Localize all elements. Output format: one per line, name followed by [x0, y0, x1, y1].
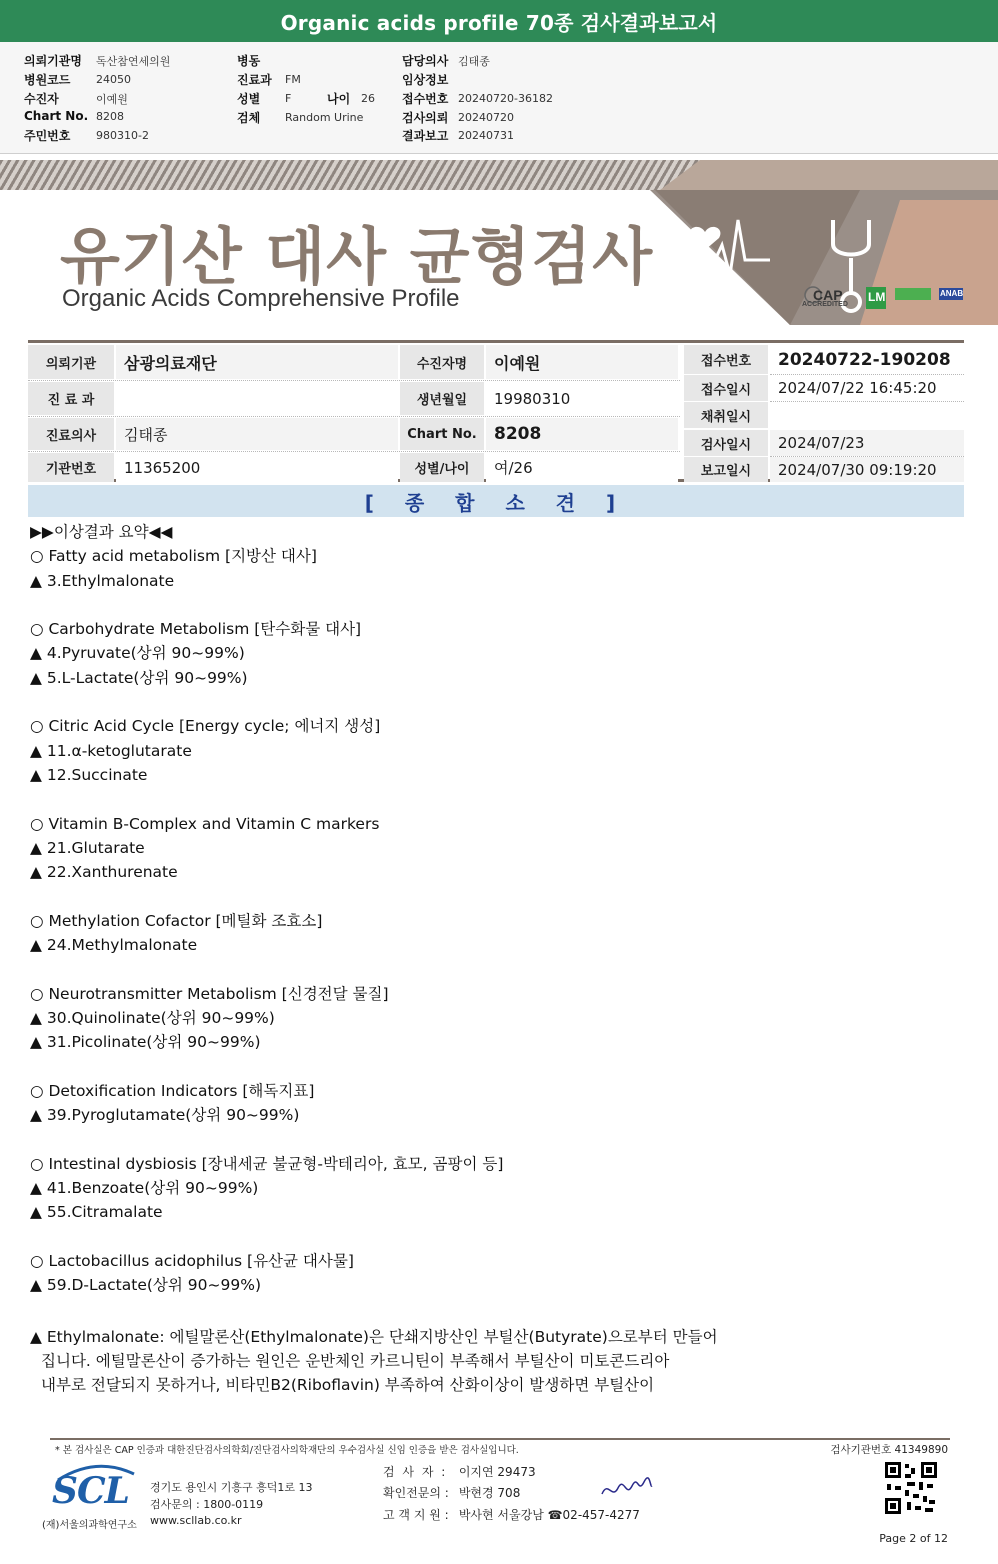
footer-web[interactable]: www.scllab.co.kr: [150, 1514, 242, 1527]
meta-value: 20240720: [458, 111, 514, 124]
finding-item: ▲ 22.Xanthurenate: [30, 863, 178, 882]
finding-section: [30, 909, 960, 982]
meta-specimen: [237, 109, 363, 126]
receipt-no-label: 접수번호: [684, 345, 768, 374]
sections-container: [30, 544, 960, 1297]
footer-label: 검 사 자 :: [383, 1465, 448, 1479]
patient-info-table: [28, 340, 964, 482]
finding-item: ▲ 31.Picolinate(상위 90~99%): [30, 1033, 261, 1052]
section-gap: [30, 1225, 960, 1249]
finding-item: ▲ 55.Citramalate: [30, 1203, 163, 1222]
test-value: 2024/07/23: [770, 430, 964, 456]
meta-label: Chart No.: [24, 109, 89, 123]
meta-label: 병원코드: [24, 73, 71, 87]
row-divider: [28, 380, 680, 381]
sexage-label: 성별/나이: [400, 453, 484, 482]
meta-chart: [24, 109, 124, 123]
req-org-label: 의뢰기관: [28, 345, 114, 379]
finding-item: ▲ 39.Pyroglutamate(상위 90~99%): [30, 1106, 300, 1125]
meta-value: 20240720-36182: [458, 92, 553, 105]
meta-dept: [237, 71, 301, 88]
anab-logo-text: ANAB: [940, 289, 964, 298]
meta-value: 독산참연세의원: [96, 54, 171, 68]
finding-section: [30, 1152, 960, 1249]
meta-value: 이예원: [96, 92, 128, 106]
finding-section-title: ○ Methylation Cofactor [메틸화 조효소]: [30, 911, 323, 930]
section-gap: [30, 957, 960, 981]
meta-label: 검사의뢰: [402, 111, 449, 125]
finding-item: ▲ 59.D-Lactate(상위 90~99%): [30, 1276, 261, 1295]
report-value: 2024/07/30 09:19:20: [770, 457, 964, 482]
finding-section-title: ○ Citric Acid Cycle [Energy cycle; 에너지 생성]: [30, 717, 381, 736]
meta-ssn: [24, 127, 149, 144]
banner-title-ko: 유기산 대사 균형검사: [60, 220, 654, 293]
section-gap: [30, 787, 960, 811]
meta-ward: [237, 52, 285, 69]
meta-label: 수진자: [24, 92, 59, 106]
sexage-value: 여/26: [486, 453, 678, 482]
finding-section-title: ○ Carbohydrate Metabolism [탄수화물 대사]: [30, 620, 362, 639]
lm-logo-text: LM: [868, 290, 886, 304]
findings-list: [30, 520, 960, 1298]
finding-item: ▲ 30.Quinolinate(상위 90~99%): [30, 1008, 275, 1027]
finding-section: [30, 982, 960, 1079]
finding-item: ▲ 11.α-ketoglutarate: [30, 741, 192, 760]
finding-section-title: ○ Neurotransmitter Metabolism [신경전달 물질]: [30, 984, 389, 1003]
section-gap: [30, 593, 960, 617]
meta-sex-age: [237, 90, 375, 107]
meta-label: 성별: [237, 92, 261, 106]
finding-item: ▲ 4.Pyruvate(상위 90~99%): [30, 644, 245, 663]
finding-section: [30, 714, 960, 811]
footer-divider: [50, 1438, 950, 1440]
chart-value: 8208: [486, 418, 678, 450]
scl-org-name: (재)서울의과학연구소: [42, 1520, 137, 1531]
receipt-dt-value: 2024/07/22 16:45:20: [770, 375, 964, 401]
qr-code-icon: [883, 1460, 939, 1516]
meta-value: 20240731: [458, 129, 514, 142]
banner-title-en: Organic Acids Comprehensive Profile: [62, 285, 460, 312]
meta-label: 병동: [237, 54, 261, 68]
meta-label: 접수번호: [402, 92, 449, 106]
footer-tester: [383, 1463, 536, 1480]
footer-phone: 검사문의 : 1800-0119: [150, 1498, 264, 1511]
finding-section: [30, 617, 960, 714]
footer-value: 박현경 708: [458, 1486, 521, 1500]
note-line: 집니다. 에틸말론산이 증가하는 원인은 운반체인 카르니틴이 부족해서 부틸산이 미토콘드리아: [41, 1352, 670, 1370]
footer-support: [383, 1506, 640, 1523]
summary-title: ▶▶이상결과 요약◀◀: [30, 523, 173, 541]
finding-section: [30, 1079, 960, 1152]
finding-section-title: ○ Fatty acid metabolism [지방산 대사]: [30, 547, 317, 566]
meta-value: 8208: [96, 109, 124, 123]
inst-label: 기관번호: [28, 453, 114, 482]
meta-label: 담당의사: [402, 54, 449, 68]
doctor-label: 진료의사: [28, 418, 114, 450]
finding-section: [30, 812, 960, 909]
section-gap: [30, 1127, 960, 1151]
dept-value: [116, 382, 398, 415]
inst-value: 11365200: [116, 453, 398, 482]
chart-label: Chart No.: [400, 418, 484, 450]
dept-label: 진 료 과: [28, 382, 114, 415]
receipt-no-value: 20240722-190208: [770, 345, 964, 374]
note-line: ▲ Ethylmalonate: 에틸말론산(Ethylmalonate)은 단쇄지방산인 부틸산(Butyrate)으로부터 만들어: [30, 1328, 718, 1346]
finding-section-title: ○ Vitamin B-Complex and Vitamin C markers: [30, 814, 380, 833]
meta-value: FM: [285, 73, 301, 86]
finding-item: ▲ 41.Benzoate(상위 90~99%): [30, 1179, 259, 1198]
report-label: 보고일시: [684, 457, 768, 482]
top-meta-panel: [0, 42, 998, 154]
banner-top-band: [660, 160, 998, 190]
meta-hosp-code: [24, 71, 131, 88]
collect-label: 채취일시: [684, 402, 768, 428]
footer-confirm: [383, 1484, 520, 1501]
finding-section-title: ○ Detoxification Indicators [해독지표]: [30, 1081, 315, 1100]
cap-accredited-text: ACCREDITED: [802, 301, 848, 308]
footer-address: 경기도 용인시 기흥구 흥덕1로 13: [150, 1481, 313, 1494]
report-title: Organic acids profile 70종 검사결과보고서: [0, 0, 998, 42]
meta-value: 26: [361, 92, 375, 105]
note-line: 내부로 전달되지 못하거나, 비타민B2(Riboflavin) 부족하여 산화이상이 발생하면 부틸산이: [41, 1376, 655, 1394]
footer-inst-no: 검사기관번호 41349890: [830, 1444, 948, 1456]
finding-item: ▲ 24.Methylmalonate: [30, 936, 198, 955]
meta-value: 24050: [96, 73, 131, 86]
meta-label: 진료과: [237, 73, 272, 87]
collect-value: [770, 402, 964, 428]
meta-label: 검체: [237, 111, 261, 125]
birth-value: 19980310: [486, 382, 678, 415]
meta-result: [402, 127, 514, 144]
kola-logo-icon: [895, 288, 931, 300]
meta-label: 의뢰기관명: [24, 54, 82, 68]
ethylmalonate-note: [30, 1325, 750, 1397]
opinion-heading: [ 종 합 소 견 ]: [28, 485, 964, 517]
test-label: 검사일시: [684, 430, 768, 456]
meta-label: 주민번호: [24, 129, 71, 143]
footer-certification: * 본 검사실은 CAP 인증과 대한진단검사의학회/진단검사의학재단의 우수검사실 신임 인증을 받은 검사실입니다.: [55, 1445, 519, 1456]
req-org-value: 삼광의료재단: [116, 345, 398, 379]
birth-label: 생년월일: [400, 382, 484, 415]
meta-clinical: [402, 71, 458, 88]
footer-label: 확인전문의 :: [383, 1486, 449, 1500]
finding-section: [30, 544, 960, 617]
section-gap: [30, 884, 960, 908]
patient-label: 수진자명: [400, 345, 484, 379]
finding-item: ▲ 12.Succinate: [30, 765, 148, 784]
cap-logo-text: CAP: [813, 287, 843, 303]
footer-label: 고 객 지 원 :: [383, 1508, 449, 1522]
meta-value: 김태종: [458, 54, 490, 68]
doctor-value: 김태종: [116, 418, 398, 450]
meta-label: 임상정보: [402, 73, 449, 87]
finding-section-title: ○ Lactobacillus acidophilus [유산균 대사물]: [30, 1251, 354, 1270]
footer-value: 박사현 서울강남 ☎02-457-4277: [458, 1508, 640, 1522]
receipt-dt-label: 접수일시: [684, 375, 768, 401]
signature-icon: [598, 1476, 656, 1504]
section-gap: [30, 1055, 960, 1079]
meta-value: F: [285, 92, 292, 105]
meta-value: 980310-2: [96, 129, 149, 142]
meta-label: 나이: [327, 92, 351, 106]
finding-section: [30, 1249, 960, 1298]
patient-value: 이예원: [486, 345, 678, 379]
scl-logo: SCL: [52, 1470, 129, 1512]
meta-request: [402, 109, 514, 126]
meta-req-org: [24, 52, 170, 69]
page-number: Page 2 of 12: [879, 1532, 948, 1545]
meta-receipt: [402, 90, 553, 107]
finding-item: ▲ 21.Glutarate: [30, 838, 145, 857]
finding-item: ▲ 5.L-Lactate(상위 90~99%): [30, 668, 248, 687]
section-gap: [30, 690, 960, 714]
finding-item: ▲ 3.Ethylmalonate: [30, 571, 175, 590]
meta-value: Random Urine: [285, 111, 364, 124]
meta-doctor: [402, 52, 490, 69]
row-divider: [28, 451, 680, 452]
meta-patient: [24, 90, 128, 107]
finding-section-title: ○ Intestinal dysbiosis [장내세균 불균형-박테리아, 효모, 곰팡이 등]: [30, 1154, 504, 1173]
footer-value: 이지연 29473: [458, 1465, 536, 1479]
meta-label: 결과보고: [402, 129, 449, 143]
row-divider: [28, 416, 680, 417]
